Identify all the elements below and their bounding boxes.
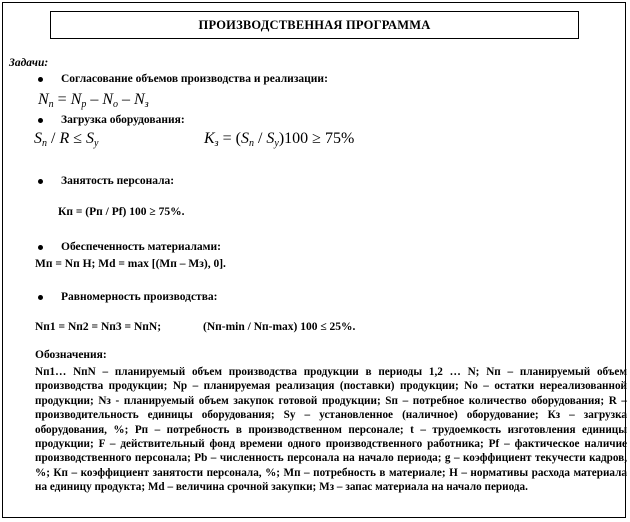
bullet-icon	[38, 179, 43, 184]
item-uniformity-label: Равномерность производства:	[61, 291, 218, 303]
formula-uniformity-left: Nп1 = Nп2 = Nп3 = NпN;	[35, 321, 162, 333]
formula-materials: Мп = Nп Н; Md = max [(Мп – Мз), 0].	[35, 258, 226, 270]
item-load-label: Загрузка оборудования:	[61, 114, 185, 126]
item-materials-label: Обеспеченность материалами:	[61, 241, 221, 253]
bullet-icon	[38, 77, 43, 82]
bullet-icon	[38, 118, 43, 123]
bullet-icon	[38, 245, 43, 250]
item-volume-label: Согласование объемов производства и реализации:	[61, 73, 328, 85]
tasks-label: Задачи:	[9, 57, 49, 69]
notes-title: Обозначения:	[35, 349, 107, 361]
formula-uniformity-right: (Nп-min / Nп-max) 100 ≤ 25%.	[203, 321, 356, 333]
item-staff-label: Занятость персонала:	[61, 175, 175, 187]
bullet-icon	[38, 295, 43, 300]
notes-text: Nп1… NпN – планируемый объем производства продукции в периоды 1,2 … N; Nп – планируемый объем производства продукции; Np – планируемая реализация (поставки) продукции; Nо – остатки нереализованной продукции; Nз - планируемый объем закупок готовой продукции; Sп – потребное количество оборудования; R – производительность единицы оборудования; Sу – установленное (наличное) оборудование; Кз – загрузка оборудования, %; Рп – потребность в производственном персонале; t – трудоемкость изготовления единицы продукции; F – действительный фонд времени одного производственного работника; Рf – фактическое наличие производственного персонала; Рb – численность персонала на начало периода; g – коэффициент текучести кадров, %; Кп – коэффициент занятости персонала, %; Мп – потребность в материале; Н – нормативы расхода материала на единицу продукта; Мd – величина срочной закупки; Мз – запас материала на начало периода.	[35, 366, 627, 494]
page-title: ПРОИЗВОДСТВЕННАЯ ПРОГРАММА	[50, 11, 579, 39]
formula-load-left: $S_п / R \le S_у$	[34, 130, 99, 149]
formula-staff: Кп = (Рп / Рf) 100 ≥ 75%.	[58, 206, 185, 218]
formula-volume: $N_п = N_р - N_о - N_з$	[38, 91, 149, 110]
formula-load-right: $K_з = (S_п / S_у)100 \ge 75\%$	[204, 130, 355, 149]
